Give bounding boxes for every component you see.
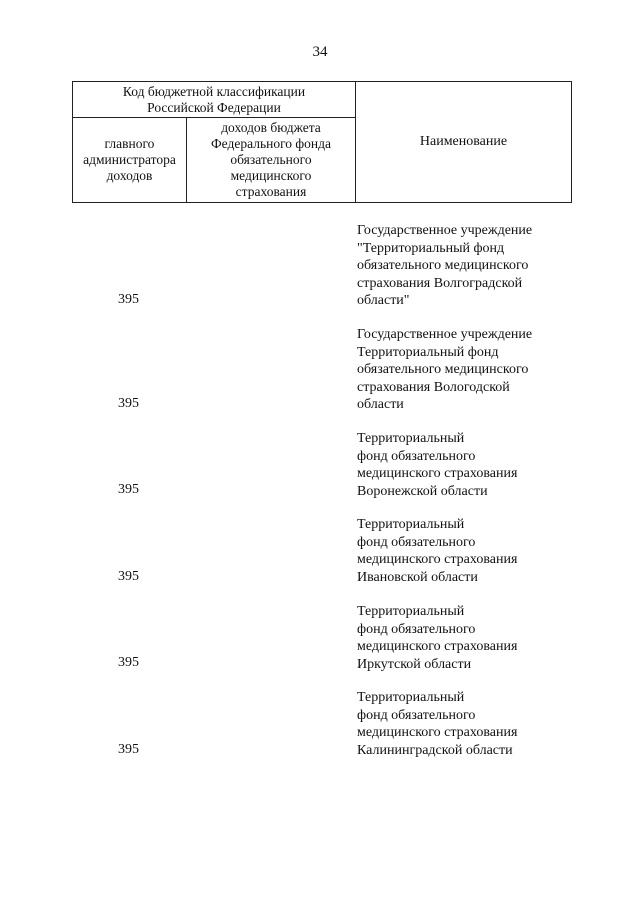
- header-admin-column: главного администратора доходов: [73, 118, 187, 202]
- row-code: 395: [118, 396, 139, 411]
- page-number: 34: [312, 44, 328, 60]
- row-name: Государственное учреждение Территориальный фонд обязательного медицинского страхования Вологодской области: [357, 327, 533, 412]
- row-name: Территориальный фонд обязательного медицинского страхования Воронежской области: [357, 431, 518, 499]
- row-name: Государственное учреждение "Территориальный фонд обязательного медицинского страхования Волгоградской области": [357, 223, 533, 308]
- row-name: Территориальный фонд обязательного медицинского страхования Калининградской области: [357, 690, 518, 758]
- row-code: 395: [118, 655, 139, 670]
- header-income-column: доходов бюджета Федерального фонда обязательного медицинского страхования: [187, 118, 356, 202]
- row-code: 395: [118, 482, 139, 497]
- table-header: [72, 81, 572, 203]
- row-code: 395: [118, 742, 139, 757]
- row-code: 395: [118, 569, 139, 584]
- header-code-group: Код бюджетной классификации Российской Федерации: [73, 82, 356, 118]
- row-name: Территориальный фонд обязательного медицинского страхования Ивановской области: [357, 517, 518, 585]
- header-name-column: Наименование: [419, 134, 508, 149]
- row-code: 395: [118, 292, 139, 307]
- row-name: Территориальный фонд обязательного медицинского страхования Иркутской области: [357, 604, 518, 672]
